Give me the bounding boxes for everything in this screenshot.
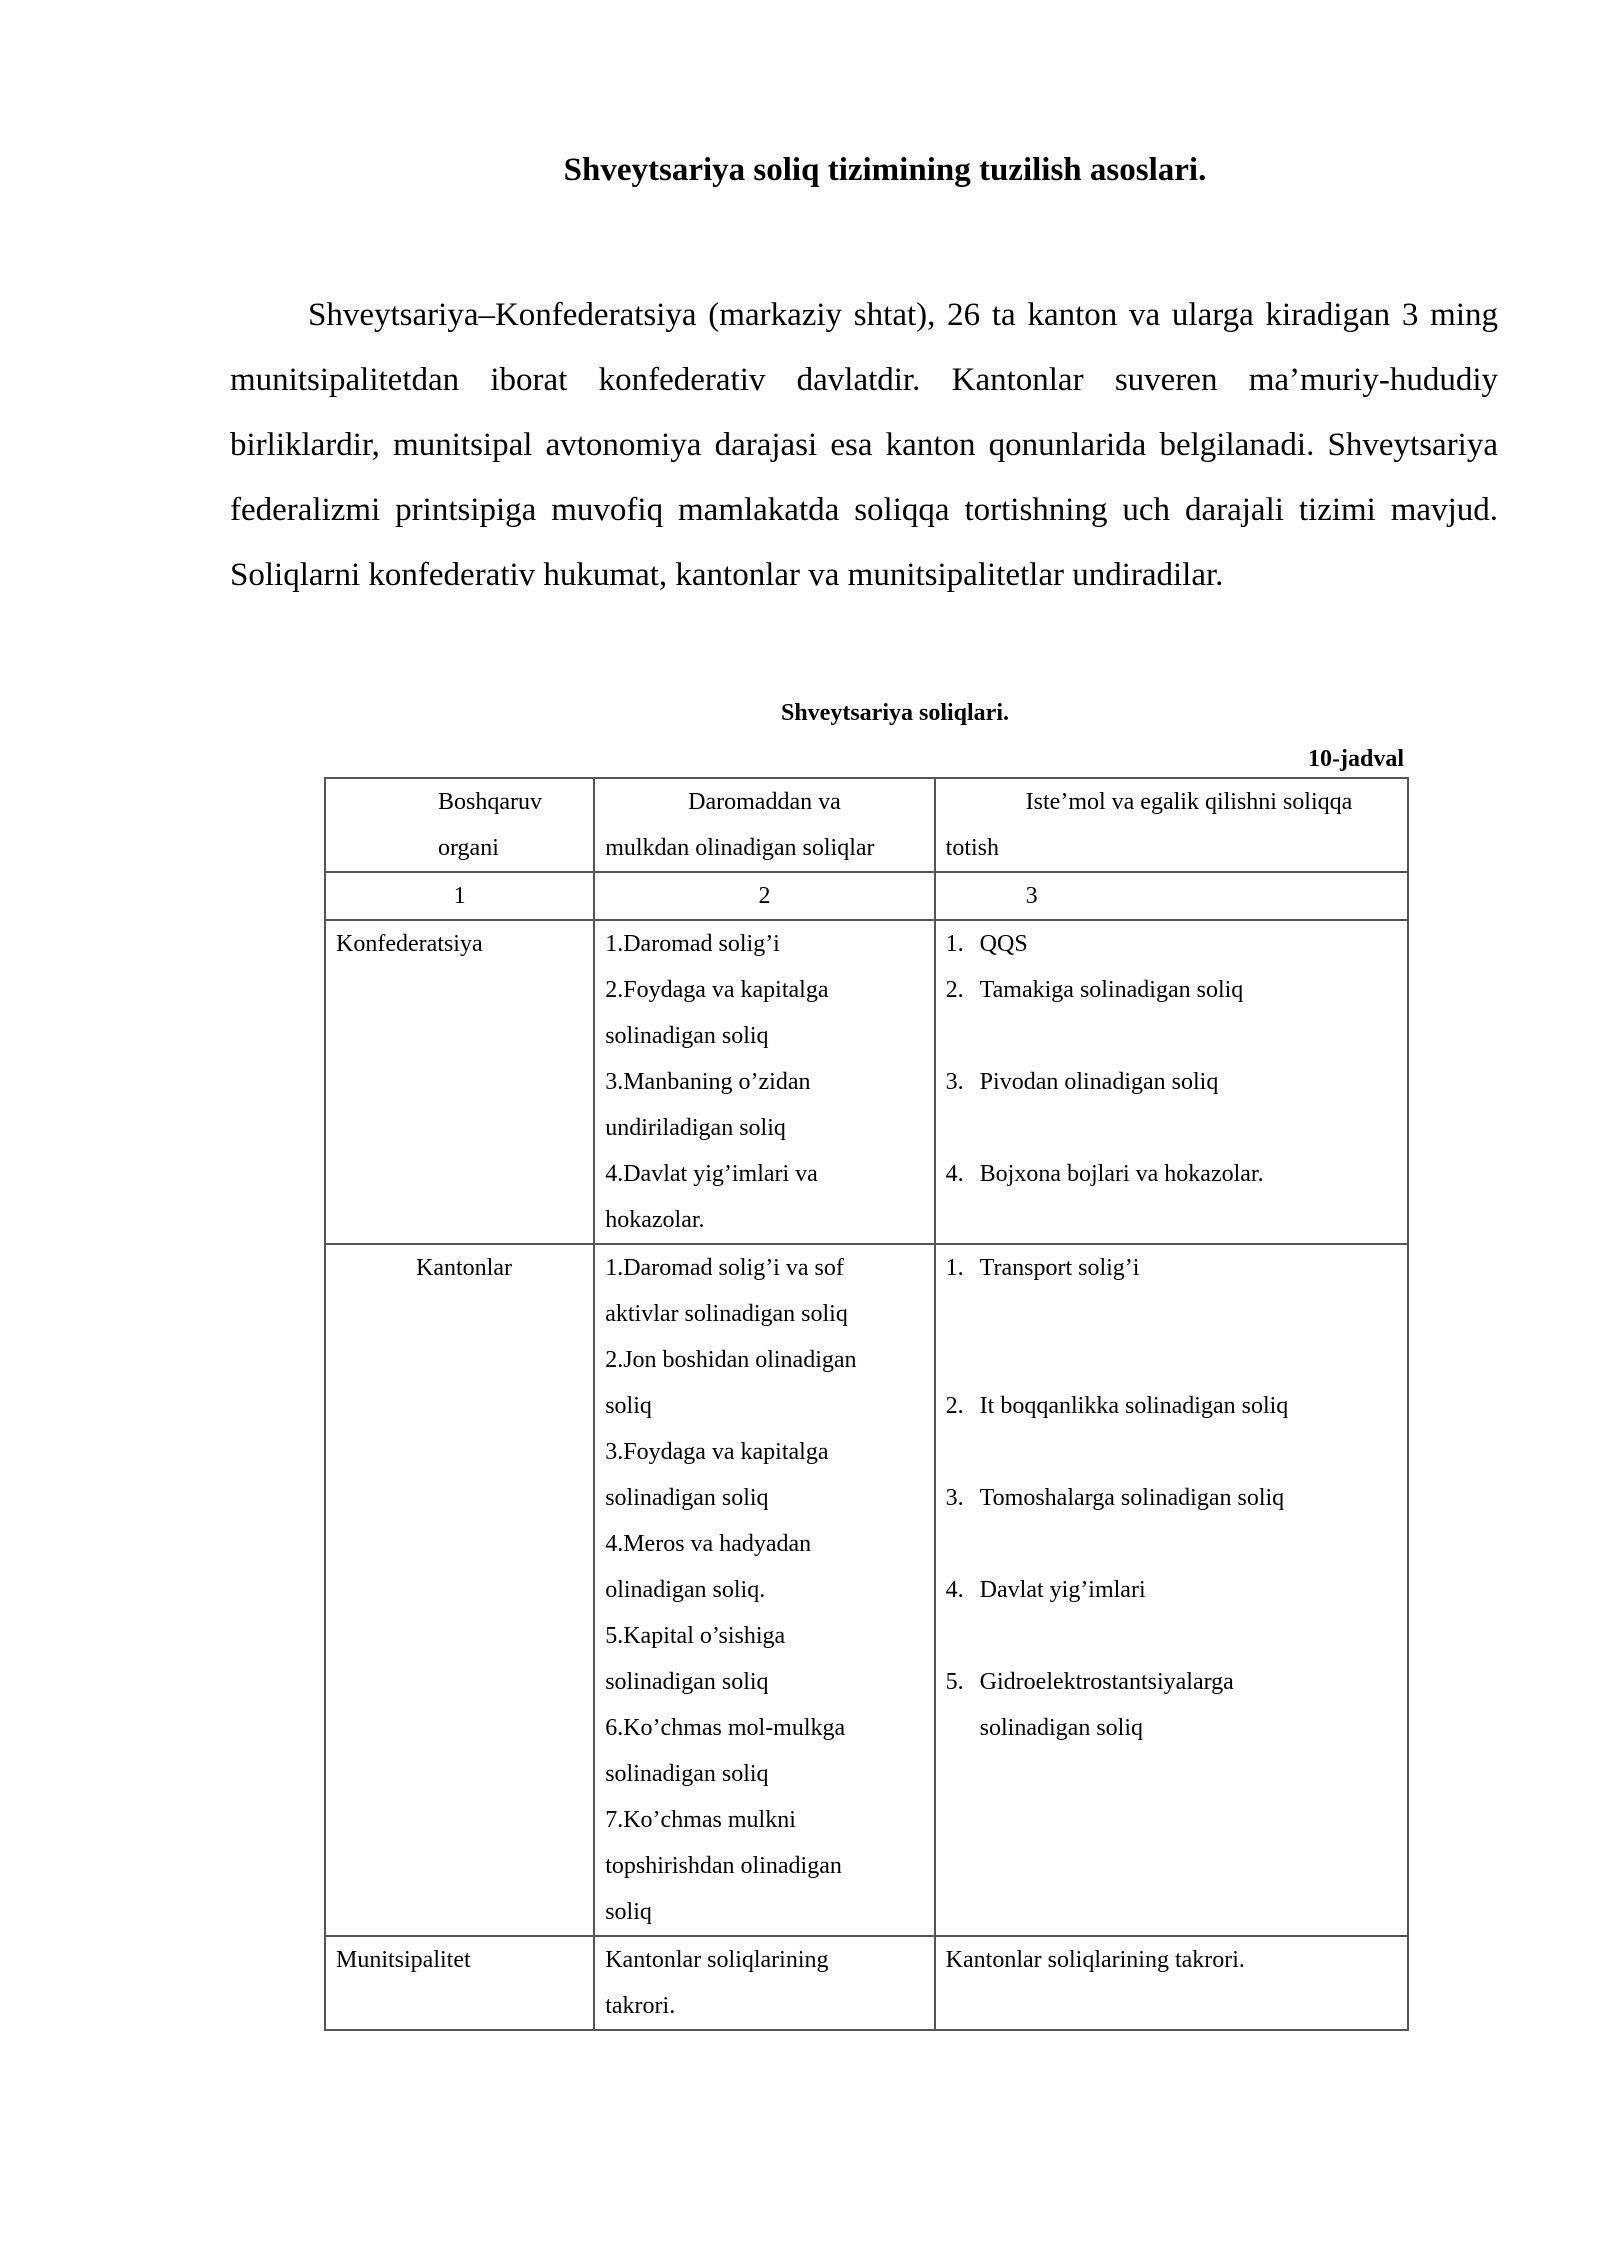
income-item: 4.Davlat yig’imlari va <box>605 1161 818 1187</box>
header-organ-line2: organi <box>438 835 499 861</box>
consumption-item-cont: solinadigan soliq <box>979 1715 1143 1741</box>
table-caption: Shveytsariya soliqlari. <box>780 700 1009 726</box>
tax-table <box>324 777 1409 2031</box>
row-consumption-munitsipalitet: Kantonlar soliqlarining takrori. <box>935 1936 1408 2030</box>
page-title: Shveytsariya soliq tizimining tuzilish asoslari. <box>563 152 1207 188</box>
header-consumption-line2: totish <box>945 835 1000 861</box>
row-consumption-konfederatsiya <box>935 920 1408 1244</box>
col-number-2: 2 <box>594 872 934 920</box>
income-item: 1.Daromad solig’i va sof <box>605 1255 844 1281</box>
header-consumption <box>935 778 1408 872</box>
table-number-row <box>325 872 1408 920</box>
income-item-cont: solinadigan soliq <box>605 1761 769 1787</box>
header-organ <box>325 778 594 872</box>
consumption-item: 2. Tamakiga solinadigan soliq <box>945 977 1244 1003</box>
row-income-munitsipalitet <box>594 1936 934 2030</box>
consumption-item: 5. Gidroelektrostantsiyalarga <box>945 1669 1234 1695</box>
income-item: 4.Meros va hadyadan <box>605 1531 812 1557</box>
table-row <box>325 920 1408 1244</box>
row-organ-munitsipalitet: Munitsipalitet <box>325 1936 594 2030</box>
income-item-cont: hokazolar. <box>605 1207 705 1233</box>
header-income <box>594 778 934 872</box>
income-item-cont: aktivlar solinadigan soliq <box>605 1301 848 1327</box>
table-number: 10-jadval <box>1308 746 1404 772</box>
header-organ-line1: Boshqaruv <box>438 789 542 815</box>
consumption-item: 4. Bojxona bojlari va hokazolar. <box>945 1161 1264 1187</box>
income-item: 7.Ko’chmas mulkni <box>605 1807 796 1833</box>
income-item: Kantonlar soliqlarining <box>605 1947 829 1973</box>
income-item: 3.Manbaning o’zidan <box>605 1069 811 1095</box>
consumption-item: 3. Pivodan olinadigan soliq <box>945 1069 1219 1095</box>
intro-paragraph: Shveytsariya–Konfederatsiya (markaziy shtat), 26 ta kanton va ularga kiradigan 3 ming munitsipalitetdan iborat konfederativ davlatdir. Kantonlar suveren ma’muriy-hududiy birliklardir, munitsipal avtonomiya darajasi esa kanton qonunlarida belgilanadi. Shveytsariya federalizmi printsipiga muvofiq mamlakatda soliqqa tortishning uch darajali tizimi mavjud. Soliqlarni konfederativ hukumat, kantonlar va munitsipalitetlar undiradilar. <box>230 297 1498 593</box>
income-item-cont: soliq <box>605 1393 652 1419</box>
table-header-row <box>325 778 1408 872</box>
consumption-item: 2. It boqqanlikka solinadigan soliq <box>945 1393 1289 1419</box>
income-item-cont: soliq <box>605 1899 652 1925</box>
income-item: 5.Kapital o’sishiga <box>605 1623 786 1649</box>
header-income-line1: Daromaddan va <box>688 789 841 815</box>
col-number-1: 1 <box>325 872 594 920</box>
header-consumption-line1: Iste’mol va egalik qilishni soliqqa <box>1025 789 1353 815</box>
table-row <box>325 1936 1408 2030</box>
income-item: 6.Ko’chmas mol-mulkga <box>605 1715 846 1741</box>
header-income-line2: mulkdan olinadigan soliqlar <box>605 835 875 861</box>
income-item-cont: topshirishdan olinadigan <box>605 1853 842 1879</box>
row-income-konfederatsiya <box>594 920 934 1244</box>
income-item: 2.Foydaga va kapitalga <box>605 977 829 1003</box>
row-income-kantonlar <box>594 1244 934 1936</box>
income-item-cont: undiriladigan soliq <box>605 1115 786 1141</box>
income-item: 2.Jon boshidan olinadigan <box>605 1347 857 1373</box>
consumption-item: 1. Transport solig’i <box>945 1255 1140 1281</box>
income-item-cont: solinadigan soliq <box>605 1485 769 1511</box>
income-item-cont: solinadigan soliq <box>605 1669 769 1695</box>
row-consumption-kantonlar <box>935 1244 1408 1936</box>
income-item-cont: takrori. <box>605 1993 676 2019</box>
income-item: 3.Foydaga va kapitalga <box>605 1439 829 1465</box>
income-item-cont: solinadigan soliq <box>605 1023 769 1049</box>
consumption-item: 4. Davlat yig’imlari <box>945 1577 1146 1603</box>
income-item-cont: olinadigan soliq. <box>605 1577 766 1603</box>
consumption-item: 1. QQS <box>945 931 1028 957</box>
col-number-3: 3 <box>935 872 1408 920</box>
income-item: 1.Daromad solig’i <box>605 931 780 957</box>
row-organ-konfederatsiya: Konfederatsiya <box>325 920 594 1244</box>
table-row <box>325 1244 1408 1936</box>
consumption-item: 3. Tomoshalarga solinadigan soliq <box>945 1485 1285 1511</box>
row-organ-kantonlar: Kantonlar <box>325 1244 594 1936</box>
